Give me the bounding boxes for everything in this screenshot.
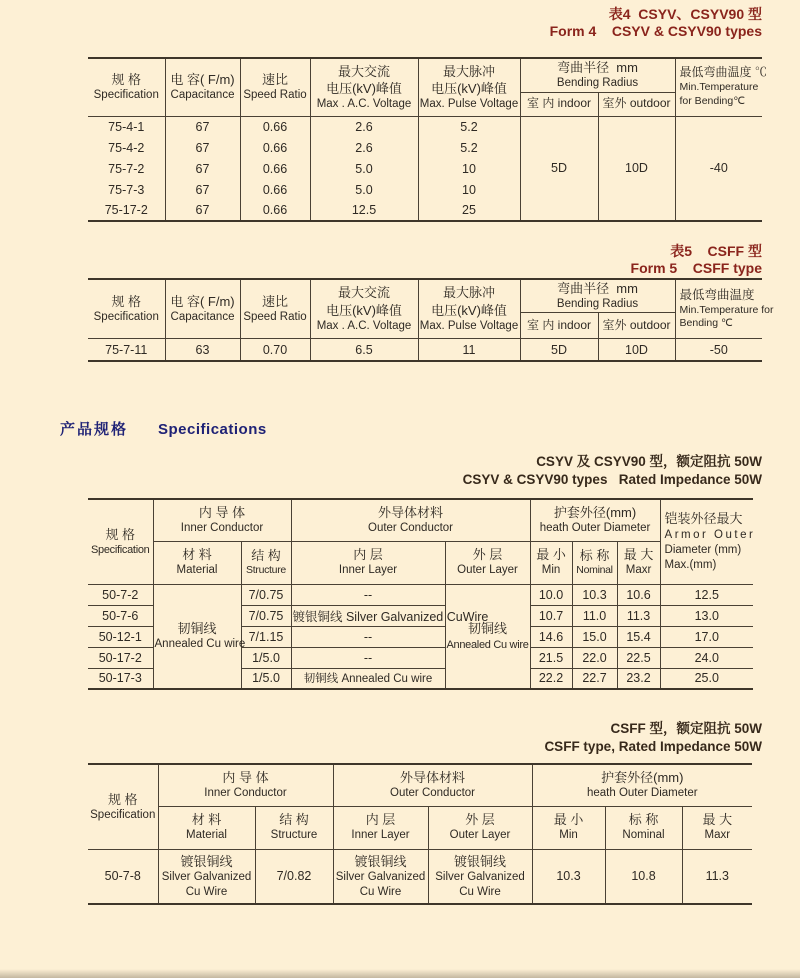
cell-outer-layer: 镀银铜线 Silver Galvanized Cu Wire (428, 849, 532, 904)
form4-header-max-pulse: 最大脉冲 电压(kV)峰值 Max. Pulse Voltage (418, 58, 520, 116)
csyv-header-material: 材 料 Material (153, 541, 241, 584)
cell-speed: 0.66 (240, 179, 310, 200)
cell-max-ac: 5.0 (310, 158, 418, 179)
cell-speed: 0.66 (240, 200, 310, 221)
cell-max: 23.2 (617, 668, 660, 689)
csyv-header-max: 最 大 Maxr (617, 541, 660, 584)
cell-nominal: 15.0 (572, 626, 617, 647)
cell-armor: 24.0 (660, 647, 753, 668)
cell-structure: 7/0.75 (241, 605, 291, 626)
cell-spec: 75-7-2 (88, 158, 165, 179)
cell-structure: 1/5.0 (241, 668, 291, 689)
csff-header-nominal: 标 称 Nominal (605, 806, 682, 849)
csff-header-spec: 规 格 Specification (88, 764, 158, 849)
cell-max-ac: 12.5 (310, 200, 418, 221)
form4-header-indoor: 室 内 indoor (520, 92, 598, 116)
cell-min: 14.6 (530, 626, 572, 647)
csff-spec-table (88, 763, 752, 905)
form5-header-indoor: 室 内 indoor (520, 313, 598, 339)
form5-header-bending-radius: 弯曲半径 mm Bending Radius (520, 279, 675, 313)
cell-speed: 0.66 (240, 158, 310, 179)
cell-max-pulse: 5.2 (418, 137, 520, 158)
specifications-heading-en: Specifications (158, 421, 267, 438)
cell-material: 镀银铜线 Silver Galvanized Cu Wire (158, 849, 255, 904)
form4-title-cn: 表4 CSYV、CSYV90 型 (608, 6, 762, 22)
cell-inner-layer: -- (291, 647, 445, 668)
cell-outdoor-merged: 10D (598, 116, 675, 221)
cell-max: 10.6 (617, 584, 660, 605)
cell-nominal: 10.3 (572, 584, 617, 605)
csyv-header-row-2 (88, 541, 753, 584)
cell-capacitance: 67 (165, 179, 240, 200)
cell-outer-layer-merged: 韧铜线 Annealed Cu wire (445, 584, 530, 689)
csyv-subtitle-en: CSYV & CSYV90 types Rated Impedance 50W (462, 472, 762, 487)
cell-armor: 13.0 (660, 605, 753, 626)
cell-structure: 7/0.75 (241, 584, 291, 605)
cell-speed: 0.66 (240, 137, 310, 158)
csyv-subtitle (463, 453, 762, 489)
cell-max-ac: 5.0 (310, 179, 418, 200)
csff-header-row-2 (88, 806, 752, 849)
cell-min: 10.3 (532, 849, 605, 904)
cell-max: 11.3 (617, 605, 660, 626)
cell-inner-layer: -- (291, 626, 445, 647)
form5-title-en: Form 5 CSFF type (630, 260, 762, 276)
specifications-heading (60, 418, 267, 439)
cell-indoor-merged: 5D (520, 116, 598, 221)
cell-speed: 0.66 (240, 116, 310, 137)
cell-max-pulse: 10 (418, 179, 520, 200)
form4-header-speed-ratio: 速比 Speed Ratio (240, 58, 310, 116)
form5-title (631, 243, 762, 277)
form4-title-en: Form 4 CSYV & CSYV90 types (549, 23, 762, 39)
form4-header-outdoor: 室外 outdoor (598, 92, 675, 116)
cell-max-pulse: 25 (418, 200, 520, 221)
csff-header-min: 最 小 Min (532, 806, 605, 849)
form5-header-spec: 规 格 Specification (88, 279, 165, 339)
cell-capacitance: 67 (165, 116, 240, 137)
cell-min: 10.0 (530, 584, 572, 605)
cell-nominal: 11.0 (572, 605, 617, 626)
csff-header-outer-conductor: 外导体材料 Outer Conductor (333, 764, 532, 806)
cell-capacitance: 67 (165, 137, 240, 158)
csyv-header-armor-diameter: 铠装外径最大 Armor Outer Diameter (mm) Max.(mm) (660, 499, 753, 584)
cell-spec: 75-7-3 (88, 179, 165, 200)
csff-header-inner-conductor: 内 导 体 Inner Conductor (158, 764, 333, 806)
csff-header-material: 材 料 Material (158, 806, 255, 849)
cell-capacitance: 67 (165, 200, 240, 221)
cell-spec: 50-17-2 (88, 647, 153, 668)
cell-spec: 75-7-11 (88, 339, 165, 361)
cell-speed: 0.70 (240, 339, 310, 361)
form4-title (550, 6, 762, 40)
cell-max: 22.5 (617, 647, 660, 668)
form4-header-capacitance: 电 容( F/m) Capacitance (165, 58, 240, 116)
cell-indoor: 5D (520, 339, 598, 361)
csff-subtitle (544, 720, 762, 756)
table-row (88, 339, 762, 361)
cell-inner-layer: 韧铜线 Annealed Cu wire (291, 668, 445, 689)
cell-min: 21.5 (530, 647, 572, 668)
cell-spec: 75-4-2 (88, 137, 165, 158)
cell-max-pulse: 10 (418, 158, 520, 179)
csyv-header-nominal: 标 称 Nominal (572, 541, 617, 584)
cell-inner-layer: 镀银铜线 Silver Galvanized Cu Wire (333, 849, 428, 904)
cell-max-ac: 2.6 (310, 116, 418, 137)
cell-armor: 12.5 (660, 584, 753, 605)
cell-nominal: 22.0 (572, 647, 617, 668)
csyv-subtitle-cn: CSYV 及 CSYV90 型，额定阻抗 50W (536, 454, 762, 469)
form5-title-cn: 表5 CSFF 型 (670, 243, 762, 259)
table-row (88, 116, 762, 137)
csyv-header-row-1 (88, 499, 753, 541)
cell-nominal: 10.8 (605, 849, 682, 904)
form4-header-max-ac: 最大交流 电压(kV)峰值 Max . A.C. Voltage (310, 58, 418, 116)
csff-header-outer-layer: 外 层 Outer Layer (428, 806, 532, 849)
form5-table (88, 278, 774, 362)
cell-armor: 17.0 (660, 626, 753, 647)
cell-inner-layer: -- (291, 584, 445, 605)
csff-header-structure: 结 构 Structure (255, 806, 333, 849)
csyv-header-outer-layer: 外 层 Outer Layer (445, 541, 530, 584)
cell-spec: 50-7-6 (88, 605, 153, 626)
cell-structure: 7/0.82 (255, 849, 333, 904)
form5-header-speed-ratio: 速比 Speed Ratio (240, 279, 310, 339)
cell-spec: 75-17-2 (88, 200, 165, 221)
cell-spec: 50-7-2 (88, 584, 153, 605)
form4-header-spec: 规 格 Specification (88, 58, 165, 116)
form5-header-max-ac: 最大交流 电压(kV)峰值 Max . A.C. Voltage (310, 279, 418, 339)
page-bottom-shadow (0, 969, 800, 978)
cell-spec: 50-12-1 (88, 626, 153, 647)
cell-material-merged: 韧铜线 Annealed Cu wire (153, 584, 241, 689)
form4-table (88, 57, 767, 222)
specifications-heading-cn: 产品规格 (60, 421, 129, 438)
cell-spec: 50-7-8 (88, 849, 158, 904)
cell-nominal: 22.7 (572, 668, 617, 689)
csff-subtitle-en: CSFF type, Rated Impedance 50W (544, 739, 762, 754)
cell-structure: 7/1.15 (241, 626, 291, 647)
csyv-header-structure: 结 构 Structure (241, 541, 291, 584)
csyv-header-inner-layer: 内 层 Inner Layer (291, 541, 445, 584)
csff-header-max: 最 大 Maxr (682, 806, 752, 849)
form4-header-min-temp: 最低弯曲温度 ℃ Min.Temperature for Bending℃ (675, 58, 762, 116)
csff-header-row-1 (88, 764, 752, 806)
form5-header-row-1 (88, 279, 762, 313)
cell-min-temp-merged: -40 (675, 116, 762, 221)
form4-header-bending-radius: 弯曲半径 mm Bending Radius (520, 58, 675, 92)
form4-header-row-1 (88, 58, 762, 92)
csyv-header-min: 最 小 Min (530, 541, 572, 584)
csff-header-sheath-diameter: 护套外径(mm) heath Outer Diameter (532, 764, 752, 806)
form5-header-max-pulse: 最大脉冲 电压(kV)峰值 Max. Pulse Voltage (418, 279, 520, 339)
csff-header-inner-layer: 内 层 Inner Layer (333, 806, 428, 849)
form5-header-min-temp: 最低弯曲温度 Min.Temperature for Bending ℃ (675, 279, 762, 339)
csff-subtitle-cn: CSFF 型，额定阻抗 50W (610, 721, 762, 736)
csyv-spec-table (88, 498, 756, 690)
cell-spec: 50-17-3 (88, 668, 153, 689)
cell-armor: 25.0 (660, 668, 753, 689)
cell-outdoor: 10D (598, 339, 675, 361)
csyv-header-sheath-diameter: 护套外径(mm) heath Outer Diameter (530, 499, 660, 541)
cell-max-pulse: 11 (418, 339, 520, 361)
cell-min-temp: -50 (675, 339, 762, 361)
cell-min: 10.7 (530, 605, 572, 626)
cell-max-ac: 6.5 (310, 339, 418, 361)
cell-max-pulse: 5.2 (418, 116, 520, 137)
table-row (88, 584, 753, 605)
cell-capacitance: 63 (165, 339, 240, 361)
form5-header-outdoor: 室外 outdoor (598, 313, 675, 339)
cell-min: 22.2 (530, 668, 572, 689)
cell-max-ac: 2.6 (310, 137, 418, 158)
cell-inner-layer: 镀银铜线 Silver Galvanized CuWire (291, 605, 445, 626)
table-row (88, 849, 752, 904)
csyv-header-spec: 规 格 Specification (88, 499, 153, 584)
cell-max: 11.3 (682, 849, 752, 904)
cell-structure: 1/5.0 (241, 647, 291, 668)
csyv-header-inner-conductor: 内 导 体 Inner Conductor (153, 499, 291, 541)
csyv-header-outer-conductor: 外导体材料 Outer Conductor (291, 499, 530, 541)
cell-capacitance: 67 (165, 158, 240, 179)
cell-spec: 75-4-1 (88, 116, 165, 137)
cell-max: 15.4 (617, 626, 660, 647)
form5-header-capacitance: 电 容( F/m) Capacitance (165, 279, 240, 339)
